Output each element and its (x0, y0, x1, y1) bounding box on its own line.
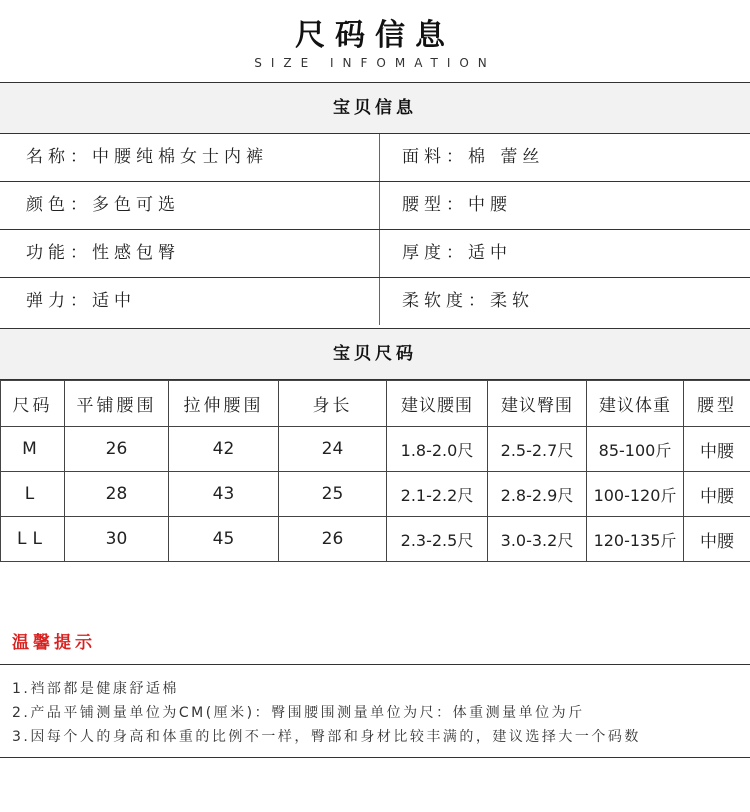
column-header-flat-waist: 平铺腰围 (65, 381, 169, 427)
table-cell: 45 (169, 517, 279, 562)
info-softness: 柔软度：柔软 (402, 291, 534, 311)
page-title: 尺码信息 (295, 18, 455, 53)
table-cell: 2.1-2.2尺 (387, 472, 488, 517)
table-cell: 42 (169, 427, 279, 472)
column-header-length: 身长 (279, 381, 387, 427)
size-table-header-row (1, 381, 750, 427)
info-fabric: 面料：棉 蕾丝 (402, 147, 545, 167)
table-row (1, 517, 750, 562)
table-cell: 30 (65, 517, 169, 562)
table-cell: 26 (279, 517, 387, 562)
info-function: 功能：性感包臀 (26, 243, 180, 263)
table-cell: 2.5-2.7尺 (488, 427, 587, 472)
column-header-suggested-waist: 建议腰围 (387, 381, 488, 427)
column-header-stretch-waist: 拉伸腰围 (169, 381, 279, 427)
table-row (1, 472, 750, 517)
tip-item: 3.因每个人的身高和体重的比例不一样，臀部和身材比较丰满的，建议选择大一个码数 (12, 729, 641, 745)
table-cell: 26 (65, 427, 169, 472)
tip-item: 1.裆部都是健康舒适棉 (12, 681, 179, 697)
table-row (1, 427, 750, 472)
info-color: 颜色：多色可选 (26, 195, 180, 215)
info-row (0, 182, 750, 230)
tip-item: 2.产品平铺测量单位为CM(厘米)：臀围腰围测量单位为尺：体重测量单位为斤 (12, 705, 585, 721)
column-header-suggested-hip: 建议臀围 (488, 381, 587, 427)
size-cell: LL (1, 517, 65, 562)
info-row (0, 230, 750, 278)
info-name: 名称：中腰纯棉女士内裤 (26, 147, 268, 167)
size-cell: L (1, 472, 65, 517)
size-table-heading: 宝贝尺码 (0, 328, 750, 380)
table-cell: 中腰 (684, 427, 750, 472)
column-divider (379, 182, 380, 229)
column-header-size: 尺码 (1, 381, 65, 427)
page-subtitle: SIZE INFOMATION (254, 56, 496, 70)
size-table (0, 380, 750, 562)
table-cell: 2.3-2.5尺 (387, 517, 488, 562)
size-cell: M (1, 427, 65, 472)
tips-heading: 温馨提示 (12, 633, 96, 653)
table-cell: 中腰 (684, 517, 750, 562)
column-header-suggested-weight: 建议体重 (587, 381, 684, 427)
table-cell: 120-135斤 (587, 517, 684, 562)
column-divider (379, 278, 380, 325)
column-header-waist-type: 腰型 (684, 381, 750, 427)
table-cell: 2.8-2.9尺 (488, 472, 587, 517)
column-divider (379, 134, 380, 181)
info-waist-type: 腰型：中腰 (402, 195, 512, 215)
table-cell: 3.0-3.2尺 (488, 517, 587, 562)
info-row (0, 134, 750, 182)
table-cell: 100-120斤 (587, 472, 684, 517)
table-cell: 85-100斤 (587, 427, 684, 472)
table-cell: 24 (279, 427, 387, 472)
table-cell: 43 (169, 472, 279, 517)
info-thickness: 厚度：适中 (402, 243, 512, 263)
tips-box (0, 664, 750, 758)
table-cell: 1.8-2.0尺 (387, 427, 488, 472)
info-row (0, 278, 750, 326)
table-cell: 28 (65, 472, 169, 517)
column-divider (379, 230, 380, 277)
table-cell: 中腰 (684, 472, 750, 517)
product-info-heading: 宝贝信息 (0, 82, 750, 134)
product-info-grid (0, 134, 750, 326)
info-elasticity: 弹力：适中 (26, 291, 136, 311)
table-cell: 25 (279, 472, 387, 517)
